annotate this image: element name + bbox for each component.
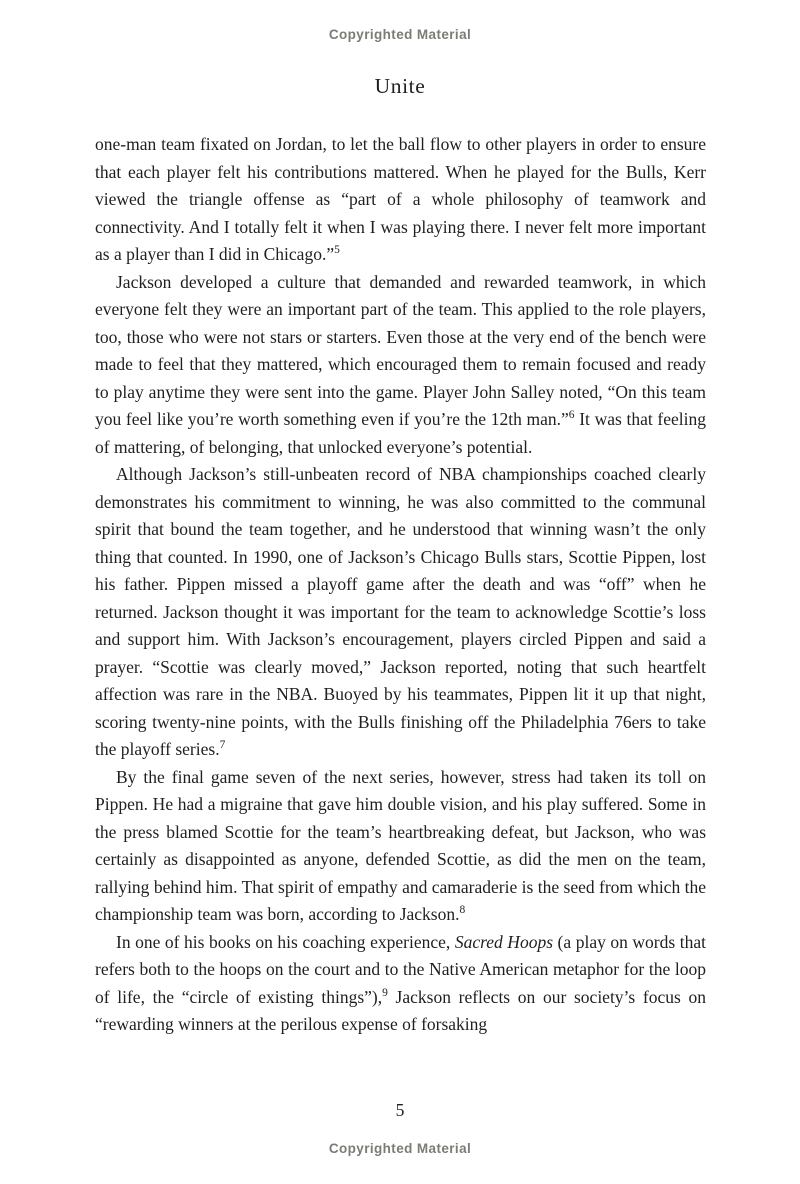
footnote-reference: 5 <box>334 244 340 257</box>
text-segment: (a play on words that refers both to the hoops on the court and to the Native American metaphor for the loop of life, the “circle of existing things”), <box>95 931 706 1007</box>
text-segment: In one of his books on his coaching experience, <box>116 931 455 952</box>
paragraph <box>95 929 706 1039</box>
text-segment: Jackson developed a culture that demanded and rewarded teamwork, in which everyone felt they were an important part of the team. This applied to the role players, too, those who were not stars or starters. Even those at the very end of the bench were made to feel that they mattered, which encouraged them to remain focused and ready to play anytime they were sent into the game. Player John Salley noted, “On this team you feel like you’re worth something even if you’re the 12th man.” <box>95 271 706 429</box>
paragraph <box>95 269 706 462</box>
chapter-title: Unite <box>374 74 426 98</box>
text-segment: By the final game seven of the next series, however, stress had taken its toll on Pippen. He had a migraine that gave him double vision, and his play suffered. Some in the press blamed Scottie for the team’s heartbreaking defeat, but Jackson, who was certainly as disappointed as anyone, defended Scottie, as did the men on the team, rallying behind him. That spirit of empathy and camaraderie is the seed from which the championship team was born, according to Jackson. <box>95 766 706 924</box>
footnote-reference: 6 <box>568 409 575 422</box>
footnote-reference: 8 <box>459 904 466 917</box>
page-number: 5 <box>395 1100 405 1120</box>
book-title-italic: Sacred Hoops <box>454 931 554 952</box>
text-segment: one-man team fixated on Jordan, to let the ball flow to other players in order to ensure that each player felt his contributions mattered. When he played for the Bulls, Kerr viewed the triangle offense as “part of a whole philosophy of teamwork and connectivity. And I totally felt it when I was playing there. I never felt more important as a player than I did in Chicago.” <box>95 134 706 264</box>
text-segment: It was that feeling of mattering, of belonging, that unlocked everyone’s potential. <box>95 409 707 457</box>
page-body <box>95 131 706 1039</box>
paragraph <box>95 764 706 929</box>
copyright-notice-top: Copyrighted Material <box>328 27 472 42</box>
copyright-notice-bottom: Copyrighted Material <box>328 1141 472 1156</box>
paragraph <box>95 131 706 269</box>
paragraph <box>95 461 706 764</box>
text-segment: Although Jackson’s still-unbeaten record of NBA championships coached clearly demonstrates his commitment to winning, he was also committed to the communal spirit that bound the team together, and he understood that winning wasn’t the only thing that counted. In 1990, one of Jackson’s Chicago Bulls stars, Scottie Pippen, lost his father. Pippen missed a playoff game after the death and was “off” when he returned. Jackson thought it was important for the team to acknowledge Scottie’s loss and support him. With Jackson’s encouragement, players circled Pippen and said a prayer. “Scottie was clearly moved,” Jackson reported, noting that such heartfelt affection was rare in the NBA. Buoyed by his teammates, Pippen lit it up that night, scoring twenty-nine points, with the Bulls finishing off the Philadelphia 76ers to take the playoff series. <box>95 464 706 759</box>
footnote-reference: 7 <box>219 739 226 752</box>
text-segment: Jackson reflects on our society’s focus on “rewarding winners at the perilous expense of forsaking <box>95 986 706 1034</box>
footnote-reference: 9 <box>382 986 388 999</box>
